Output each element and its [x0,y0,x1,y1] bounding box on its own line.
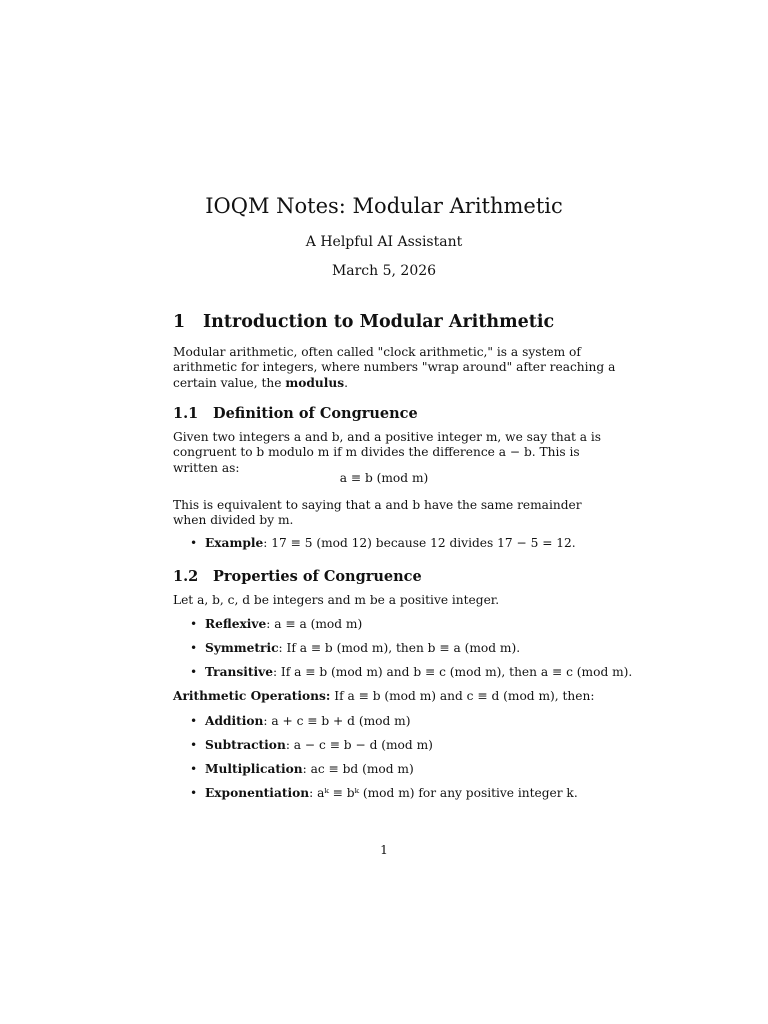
subsection-title: Properties of Congruence [213,568,422,585]
property-item-transitive [190,665,633,680]
operation-text: : ac ≡ bd (mod m) [302,762,414,776]
operation-text: : aᵏ ≡ bᵏ (mod m) for any positive integer k. [309,786,578,800]
operation-item-subtraction [190,738,620,753]
congruence-equation: a ≡ b (mod m) [339,471,429,485]
section-title: Introduction to Modular Arithmetic [203,312,555,332]
bullet-dot: • [190,738,198,752]
operations-text: If a ≡ b (mod m) and c ≡ d (mod m), then: [330,689,595,703]
arithmetic-operations-line [173,689,618,703]
section-1-2-heading [173,568,422,585]
intro-text: Modular arithmetic, often called "clock arithmetic," is a system of arithmetic for integers, where numbers "wrap around" after reaching a certain value, the [173,345,616,390]
operation-item-exponentiation [190,786,620,801]
page-number: 1 [380,843,388,857]
operation-text: : a + c ≡ b + d (mod m) [263,714,411,728]
property-item-symmetric [190,641,620,656]
bullet-dot: • [190,536,198,550]
property-label: Reflexive [205,617,267,631]
subsection-title: Definition of Congruence [213,405,418,422]
operation-label: Exponentiation [205,786,310,800]
modulus-term: modulus [285,375,345,390]
section-1-heading [173,312,554,332]
document-date: March 5, 2026 [331,263,437,279]
bullet-dot: • [190,714,198,728]
operation-text: : a − c ≡ b − d (mod m) [285,738,433,752]
bullet-dot: • [190,665,198,679]
operation-item-multiplication [190,762,620,777]
operations-label: Arithmetic Operations: [173,689,331,703]
intro-paragraph [173,345,618,391]
property-text: : If a ≡ b (mod m) and b ≡ c (mod m), then a ≡ c (mod m). [272,665,633,679]
subsection-number: 1.2 [173,568,199,585]
equivalence-paragraph: This is equivalent to saying that a and b have the same remainder when divided by m. [173,498,582,528]
subsection-number: 1.1 [173,405,199,422]
property-text: : If a ≡ b (mod m), then b ≡ a (mod m). [278,641,521,655]
property-item-reflexive [190,617,620,632]
property-label: Transitive [205,665,273,679]
section-number: 1 [173,312,186,332]
document-author: A Helpful AI Assistant [305,234,463,250]
definition-paragraph: Given two integers a and b, and a positive integer m, we say that a is congruent to b modulo m if m divides the difference a − b. This is written as: [173,430,602,475]
bullet-dot: • [190,617,198,631]
intro-end: . [344,375,348,390]
bullet-dot: • [190,786,198,800]
operation-label: Subtraction [205,738,286,752]
bullet-dot: • [190,762,198,776]
operation-label: Addition [205,714,264,728]
example-bullet [190,536,620,551]
operation-item-addition [190,714,620,729]
document-title: IOQM Notes: Modular Arithmetic [205,194,563,218]
example-label: Example [205,536,264,550]
operation-label: Multiplication [205,762,303,776]
property-text: : a ≡ a (mod m) [266,617,363,631]
property-label: Symmetric [205,641,279,655]
bullet-dot: • [190,641,198,655]
example-text: : 17 ≡ 5 (mod 12) because 12 divides 17 − 5 = 12. [263,536,576,550]
section-1-1-heading [173,405,418,422]
properties-intro: Let a, b, c, d be integers and m be a positive integer. [173,593,500,607]
